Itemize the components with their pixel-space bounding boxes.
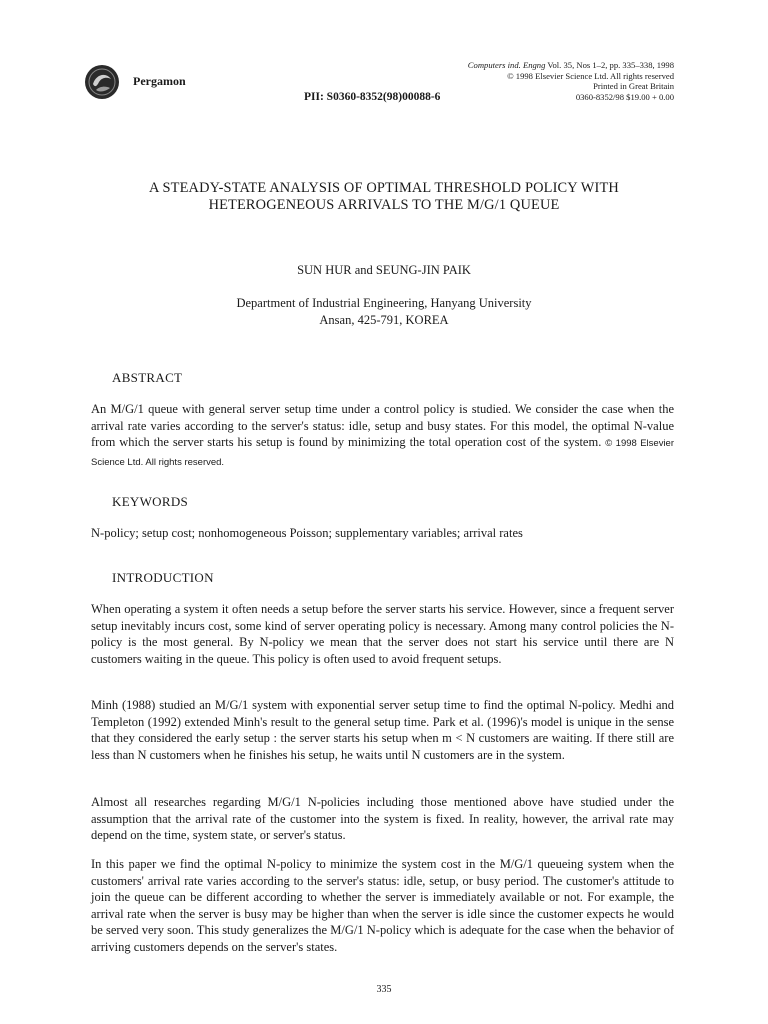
abstract-heading: ABSTRACT: [112, 370, 183, 385]
publisher-name: Pergamon: [133, 74, 186, 88]
affiliation-line-1: Department of Industrial Engineering, Hanyang University: [236, 296, 532, 310]
paper-title: [0, 180, 768, 214]
abstract-body: An M/G/1 queue with general server setup time under a control policy is studied. We consider the case when the arrival rate varies according to the server's status: idle, setup and busy states. For this model, the optimal N-value from which the server starts his setup is found by minimizing the total operation cost of the system.: [91, 402, 674, 449]
title-line-2: HETEROGENEOUS ARRIVALS TO THE M/G/1 QUEUE: [208, 197, 560, 213]
introduction-heading: INTRODUCTION: [112, 570, 214, 585]
authors: SUN HUR and SEUNG-JIN PAIK: [297, 263, 471, 277]
pii-identifier: PII: S0360-8352(98)00088-6: [304, 91, 441, 103]
keywords-text: N-policy; setup cost; nonhomogeneous Poisson; supplementary variables; arrival rates: [91, 526, 523, 540]
intro-paragraph-3: Almost all researches regarding M/G/1 N-policies including those mentioned above have studied under the assumption that the arrival rate of the customer into the system is fixed. In reality, however, the arrival rate may depend on the time, system state, or server's status.: [91, 795, 674, 842]
journal-copyright: © 1998 Elsevier Science Ltd. All rights reserved: [507, 70, 674, 81]
intro-paragraph-1: When operating a system it often needs a setup before the server starts his service. However, since a frequent server setup inevitably incurs cost, some kind of server operating policy is necessary. Among many control policies the N-policy is the most general. By N-policy we mean that the server does not start his service until there are N customers waiting in the queue. This policy is often used to avoid frequent setups.: [91, 602, 674, 666]
keywords-heading: KEYWORDS: [112, 494, 189, 509]
issn-price: 0360-8352/98 $19.00 + 0.00: [575, 92, 674, 103]
affiliation: [0, 295, 768, 328]
abstract-text: [91, 401, 674, 471]
intro-paragraph-2: Minh (1988) studied an M/G/1 system with exponential server setup time to find the optimal N-policy. Medhi and Templeton (1992) extended Minh's result to the general setup time. Park et al. (1996)'s model is unique in the sense that they considered the early setup : the server starts his setup when m < N customers are waiting. If there still are less than N customers when he finishes his setup, he waits until N customers are in the system.: [91, 698, 674, 762]
journal-details: Vol. 35, Nos 1–2, pp. 335–338, 1998: [547, 60, 674, 70]
journal-name: Computers ind. Engng: [467, 60, 546, 70]
intro-paragraph-4: In this paper we find the optimal N-policy to minimize the system cost in the M/G/1 queueing system when the customers' arrival rate varies according to the server's status: idle, setup, or busy period. The customer's attitude to join the queue can be different according to whether the server is immediately available or not. For example, the arrival rate when the server is busy may be higher than when the server is idle since the customer expects he would be served very soon. This study generalizes the M/G/1 N-policy which is adequate for the case when the behavior of arriving customers depends on the server's states.: [91, 857, 674, 954]
affiliation-line-2: Ansan, 425-791, KOREA: [319, 312, 449, 327]
page-number: 335: [376, 984, 392, 995]
journal-citation: [468, 60, 674, 71]
journal-info: [468, 60, 674, 103]
title-line-1: A STEADY-STATE ANALYSIS OF OPTIMAL THRESHOLD POLICY WITH: [149, 180, 619, 196]
abstract-copyright: © 1998 Elsevier Science Ltd. All rights reserved.: [91, 438, 675, 468]
printed-location: Printed in Great Britain: [593, 81, 674, 92]
publisher-logo: [84, 64, 120, 100]
